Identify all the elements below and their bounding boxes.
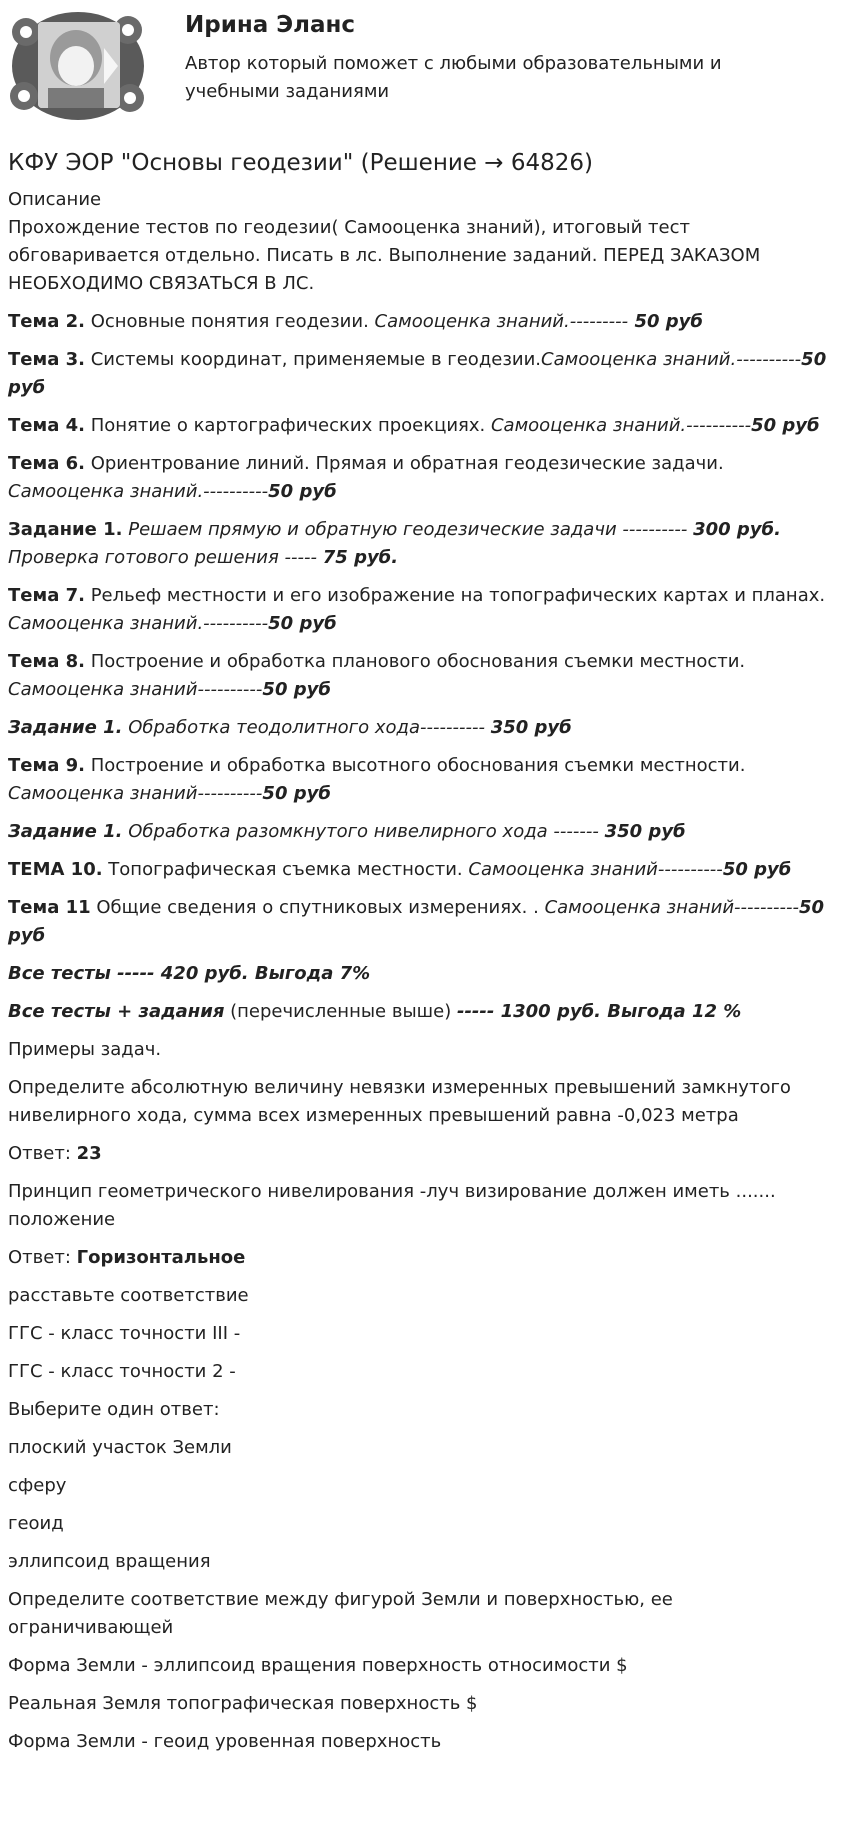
item-italic: Самооценка знаний.----------	[8, 481, 269, 502]
price-item	[8, 894, 843, 950]
item-lead: Тема 2.	[8, 311, 85, 332]
item-price: 50 руб	[268, 481, 337, 502]
item-italic: Самооценка знаний----------	[8, 783, 263, 804]
description-text: Прохождение тестов по геодезии( Самооценка знаний), итоговый тест обговаривается отдельно. Писать в лс. Выполнение заданий. ПЕРЕД ЗАКАЗОМ НЕОБХОДИМО СВЯЗАТЬСЯ В ЛС.	[8, 217, 761, 294]
page-title: КФУ ЭОР "Основы геодезии" (Решение → 64826)	[8, 150, 593, 176]
author-avatar[interactable]	[8, 8, 148, 124]
item-italic: Самооценка знаний----------	[8, 679, 263, 700]
item-text: Рельеф местности и его изображение на топографических картах и планах.	[84, 585, 826, 606]
item-text: Построение и обработка планового обоснования съемки местности.	[84, 651, 746, 672]
example-line: геоид	[8, 1513, 64, 1534]
total-tests-and-tasks: Все тесты + задания (перечисленные выше) ----- 1300 руб. Выгода 12 %	[8, 1001, 742, 1022]
example-question: Принцип геометрического нивелирования -луч визирование должен иметь ....... положение	[8, 1181, 776, 1230]
example-line: плоский участок Земли	[8, 1437, 232, 1458]
item-price: 50 руб	[262, 679, 331, 700]
example-line: Определите соответствие между фигурой Земли и поверхностью, ее ограничивающей	[8, 1589, 673, 1638]
item-text: Основные понятия геодезии.	[84, 311, 375, 332]
example-line: Форма Земли - эллипсоид вращения поверхность относимости $	[8, 1655, 628, 1676]
total-all-tests: Все тесты ----- 420 руб. Выгода 7%	[8, 963, 371, 984]
item-italic-secondary: Проверка готового решения -----	[8, 547, 323, 568]
item-price: 50 руб	[8, 349, 827, 398]
item-price: 50 руб	[751, 415, 820, 436]
example-line: расставьте соответствие	[8, 1285, 249, 1306]
item-lead: Задание 1.	[8, 717, 123, 738]
item-lead: Тема 6.	[8, 453, 85, 474]
example-line: Выберите один ответ:	[8, 1399, 220, 1420]
item-price: 50 руб	[8, 897, 825, 946]
description-label: Описание	[8, 189, 102, 210]
item-lead: Тема 8.	[8, 651, 85, 672]
item-lead: Тема 9.	[8, 755, 85, 776]
item-italic: Обработка теодолитного хода----------	[122, 717, 491, 738]
example-line: ГГС - класс точности III -	[8, 1323, 241, 1344]
examples-heading: Примеры задач.	[8, 1039, 162, 1060]
price-item	[8, 818, 843, 846]
item-italic: Самооценка знаний----------	[544, 897, 799, 918]
item-price: 350 руб	[604, 821, 686, 842]
price-item	[8, 582, 843, 638]
item-text: Топографическая съемка местности.	[102, 859, 469, 880]
example-answer: Ответ: 23	[8, 1143, 102, 1164]
item-price: 50 руб	[722, 859, 792, 880]
author-name[interactable]: Ирина Эланс	[185, 12, 356, 38]
price-item	[8, 648, 843, 704]
price-item	[8, 346, 843, 402]
price-item	[8, 516, 843, 572]
example-answer: Ответ: Горизонтальное	[8, 1247, 246, 1268]
item-italic: Обработка разомкнутого нивелирного хода -------	[122, 821, 605, 842]
item-price: 50 руб	[262, 783, 331, 804]
item-text: Понятие о картографических проекциях.	[84, 415, 491, 436]
item-text: Общие сведения о спутниковых измерениях. .	[90, 897, 545, 918]
item-text: Ориентрование линий. Прямая и обратная геодезические задачи.	[84, 453, 724, 474]
item-italic: Самооценка знаний----------	[468, 859, 723, 880]
item-italic: Решаем прямую и обратную геодезические задачи ----------	[122, 519, 694, 540]
item-lead: ТЕМА 10.	[8, 859, 103, 880]
example-line: ГГС - класс точности 2 -	[8, 1361, 236, 1382]
item-italic: Самооценка знаний.---------	[374, 311, 629, 332]
author-bio: Автор который поможет с любыми образовательными и учебными заданиями	[185, 53, 722, 102]
price-item	[8, 450, 843, 506]
example-line: сферу	[8, 1475, 67, 1496]
item-lead: Тема 7.	[8, 585, 85, 606]
author-header	[0, 0, 847, 140]
item-price: 50 руб	[628, 311, 703, 332]
example-line: Реальная Земля топографическая поверхность $	[8, 1693, 478, 1714]
item-lead: Тема 4.	[8, 415, 85, 436]
item-lead: Тема 11	[8, 897, 91, 918]
item-lead: Тема 3.	[8, 349, 85, 370]
example-question: Определите абсолютную величину невязки измеренных превышений замкнутого нивелирного хода, сумма всех измеренных превышений равна -0,023 метра	[8, 1077, 791, 1126]
price-item	[8, 308, 843, 336]
item-price: 50 руб	[268, 613, 337, 634]
item-text: Построение и обработка высотного обоснования съемки местности.	[84, 755, 746, 776]
example-line: эллипсоид вращения	[8, 1551, 211, 1572]
listing-content	[8, 148, 843, 1766]
item-price: 300 руб.	[693, 519, 781, 540]
item-lead: Задание 1.	[8, 519, 123, 540]
item-italic: Самооценка знаний.----------	[490, 415, 752, 436]
price-item	[8, 752, 843, 808]
item-price-secondary: 75 руб.	[322, 547, 399, 568]
price-item	[8, 714, 843, 742]
price-item	[8, 412, 843, 440]
item-italic: Самооценка знаний.----------	[8, 613, 269, 634]
item-lead: Задание 1.	[8, 821, 123, 842]
price-item	[8, 856, 843, 884]
item-price: 350 руб	[490, 717, 572, 738]
item-text: Системы координат, применяемые в геодезии.	[84, 349, 542, 370]
item-italic: Самооценка знаний.----------	[541, 349, 802, 370]
example-line: Форма Земли - геоид уровенная поверхность	[8, 1731, 442, 1752]
